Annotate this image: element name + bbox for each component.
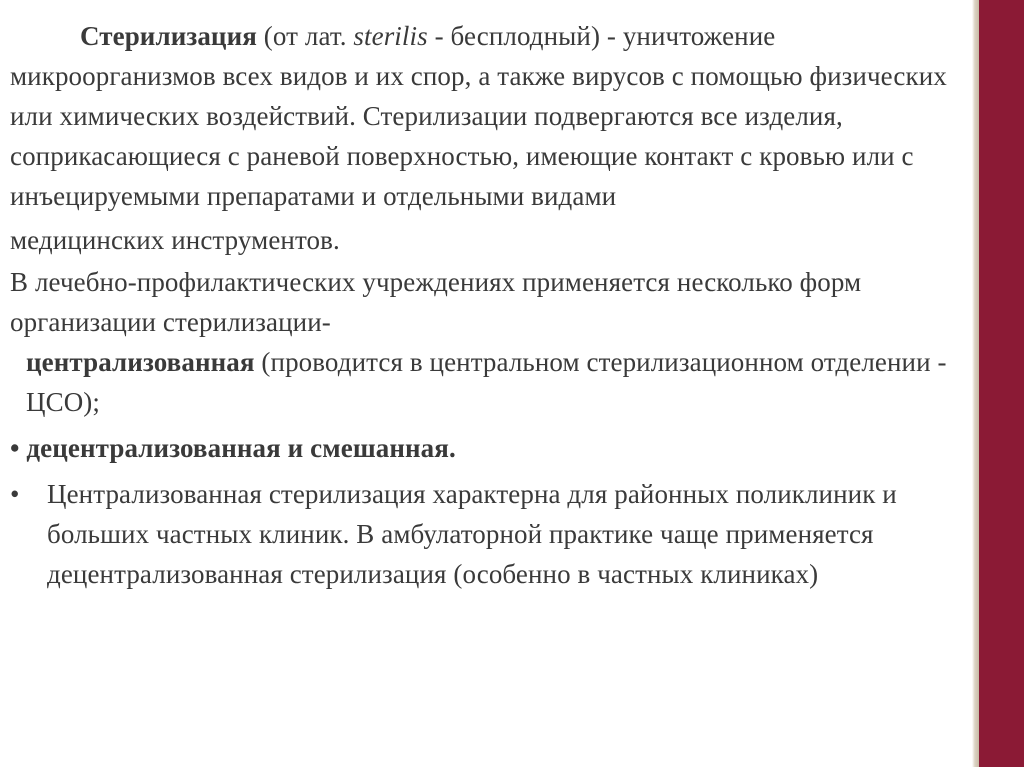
forms-paragraph — [10, 262, 972, 422]
definition-paragraph — [10, 16, 972, 216]
decentralized-item — [10, 428, 972, 468]
centralized-term: централизованная — [26, 347, 255, 377]
definition-last-line: медицинских инструментов. — [10, 225, 340, 255]
forms-intro: В лечебно-профилактических учреждениях применяется несколько форм организации стерилизации- — [10, 267, 862, 337]
centralized-usage-item — [10, 474, 972, 594]
bullet-icon: • — [10, 433, 20, 463]
decentralized-text: децентрализованная и смешанная. — [19, 433, 456, 463]
accent-bar-edge — [972, 0, 979, 767]
slide-content — [10, 16, 972, 594]
centralized-description: (проводится в центральном стерилизационном отделении - ЦСО); — [26, 347, 947, 417]
accent-bar — [979, 0, 1024, 767]
latin-term: sterilis — [353, 21, 428, 51]
definition-part-a: (от лат. — [256, 21, 354, 51]
definition-part-b: - бесплодный) - уничтожение микроорганизмов всех видов и их спор, а также вирусов с помощью физических или химических воздействий. Стерилизации подвергаются все изделия, соприкасающиеся с раневой поверхностью, имеющие контакт с кровью или с инъецируемыми препаратами и отдельными видами — [10, 21, 947, 211]
centralized-line — [10, 342, 972, 422]
sterilization-term: Стерилизация — [80, 21, 257, 51]
bullet-icon: • — [10, 479, 20, 509]
centralized-usage-text: Централизованная стерилизация характерна для районных поликлиник и больших частных клиник. В амбулаторной практике чаще применяется децентрализованная стерилизация (особенно в частных клиниках) — [47, 479, 897, 589]
